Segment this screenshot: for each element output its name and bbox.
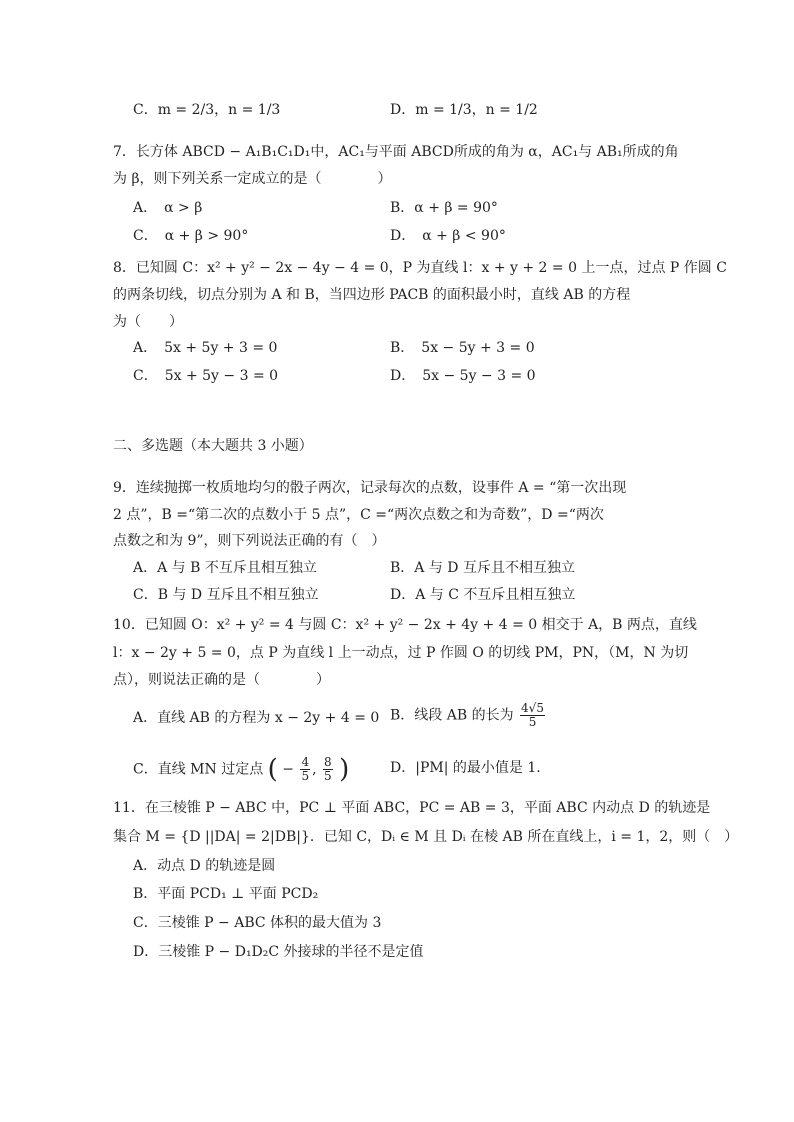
fraction-denominator: 5 <box>528 715 537 729</box>
q6-option-c: C．m = 2/3，n = 1/3 <box>133 102 281 118</box>
q9-option-d: D．A 与 C 不互斥且相互独立 <box>390 587 576 603</box>
fraction-numerator: 4√5 <box>521 701 544 715</box>
fraction-denominator: 5 <box>301 769 310 783</box>
q11-option-a: A．动点 D 的轨迹是圆 <box>133 858 276 874</box>
section-heading-multiple-choice: 二、多选题（本大题共 3 小题） <box>113 438 313 454</box>
q6-option-d: D．m = 1/3，n = 1/2 <box>390 102 538 118</box>
fraction-numerator: 4 <box>301 755 310 769</box>
q10-option-b-label: B．线段 AB 的长为 <box>390 707 514 724</box>
point-x-fraction <box>300 756 310 783</box>
point-y-fraction <box>323 756 333 783</box>
q9-option-b: B．A 与 D 互斥且不相互独立 <box>390 560 575 576</box>
q11-option-c: C．三棱锥 P − ABC 体积的最大值为 3 <box>133 915 382 931</box>
q9-option-c: C．B 与 D 互斥且不相互独立 <box>133 587 319 603</box>
right-paren: ) <box>339 754 350 785</box>
left-paren: ( <box>267 754 278 785</box>
q7-option-d: D． α + β < 90° <box>390 228 506 244</box>
q10-option-d: D．|PM| 的最小值是 1. <box>390 760 541 776</box>
q10-option-a: A．直线 AB 的方程为 x − 2y + 4 = 0 <box>133 710 380 726</box>
q7-option-a: A． α > β <box>133 200 203 216</box>
q11-option-b: B．平面 PCD₁ ⊥ 平面 PCD₂ <box>133 886 319 902</box>
q10-option-c: C．直线 MN 过定点 ( − $\frac{4}{5}$ , $\frac{8}{5}$ ) <box>133 754 350 785</box>
q10-option-b-fraction <box>520 702 545 729</box>
q10-stem-line3: 点），则说法正确的是（ ） <box>113 672 330 688</box>
q8-stem-line2: 的两条切线，切点分别为 A 和 B，当四边形 PACB 的面积最小时，直线 AB 的方程 <box>113 287 631 303</box>
q9-stem-line1: 9．连续抛掷一枚质地均匀的骰子两次，记录每次的点数，设事件 A = “第一次出现 <box>113 480 627 496</box>
q10-option-c-label: C．直线 MN 过定点 <box>133 761 264 778</box>
q7-option-b: B．α + β = 90° <box>390 200 498 216</box>
q8-stem-line3: 为（ ） <box>113 314 183 330</box>
q8-option-a: A． 5x + 5y + 3 = 0 <box>133 340 278 356</box>
q7-option-c: C． α + β > 90° <box>133 228 249 244</box>
q7-stem-line1: 7．长方体 ABCD − A₁B₁C₁D₁中，AC₁与平面 ABCD所成的角为 α，AC₁与 AB₁所成的角 <box>113 144 679 160</box>
q10-stem-line2: l：x − 2y + 5 = 0，点 P 为直线 l 上一动点，过 P 作圆 O 的切线 PM，PN，（M，N 为切 <box>113 645 689 661</box>
fraction-denominator: 5 <box>324 769 332 783</box>
minus-sign: − <box>282 761 294 778</box>
q9-stem-line3: 点数之和为 9”，则下列说法正确的有（ ） <box>113 533 386 549</box>
q8-option-b: B． 5x − 5y + 3 = 0 <box>390 340 535 356</box>
q10-stem-line1: 10．已知圆 O：x² + y² = 4 与圆 C：x² + y² − 2x + 4y + 4 = 0 相交于 A，B 两点，直线 <box>113 617 697 633</box>
fraction-numerator: 8 <box>324 755 332 769</box>
q11-stem-line2: 集合 M = {D ||DA| = 2|DB|}．已知 C，Dᵢ ∈ M 且 Dᵢ 在棱 AB 所在直线上，i = 1，2，则（ ） <box>113 829 739 845</box>
q8-stem-line1: 8．已知圆 C：x² + y² − 2x − 4y − 4 = 0，P 为直线 l：x + y + 2 = 0 上一点，过点 P 作圆 C <box>113 260 727 276</box>
q9-option-a: A．A 与 B 不互斥且相互独立 <box>133 560 317 576</box>
q8-option-c: C． 5x + 5y − 3 = 0 <box>133 368 279 384</box>
q10-option-b <box>390 702 547 729</box>
q11-stem-line1: 11．在三棱锥 P − ABC 中，PC ⊥ 平面 ABC，PC = AB = 3，平面 ABC 内动点 D 的轨迹是 <box>113 800 711 816</box>
q11-option-d: D．三棱锥 P − D₁D₂C 外接球的半径不是定值 <box>133 944 424 960</box>
q8-option-d: D． 5x − 5y − 3 = 0 <box>390 368 536 384</box>
q7-stem-line2: 为 β，则下列关系一定成立的是（ ） <box>113 171 392 187</box>
q9-stem-line2: 2 点”，B =“第二次的点数小于 5 点”，C =“两次点数之和为奇数”，D =“两次 <box>113 507 604 523</box>
